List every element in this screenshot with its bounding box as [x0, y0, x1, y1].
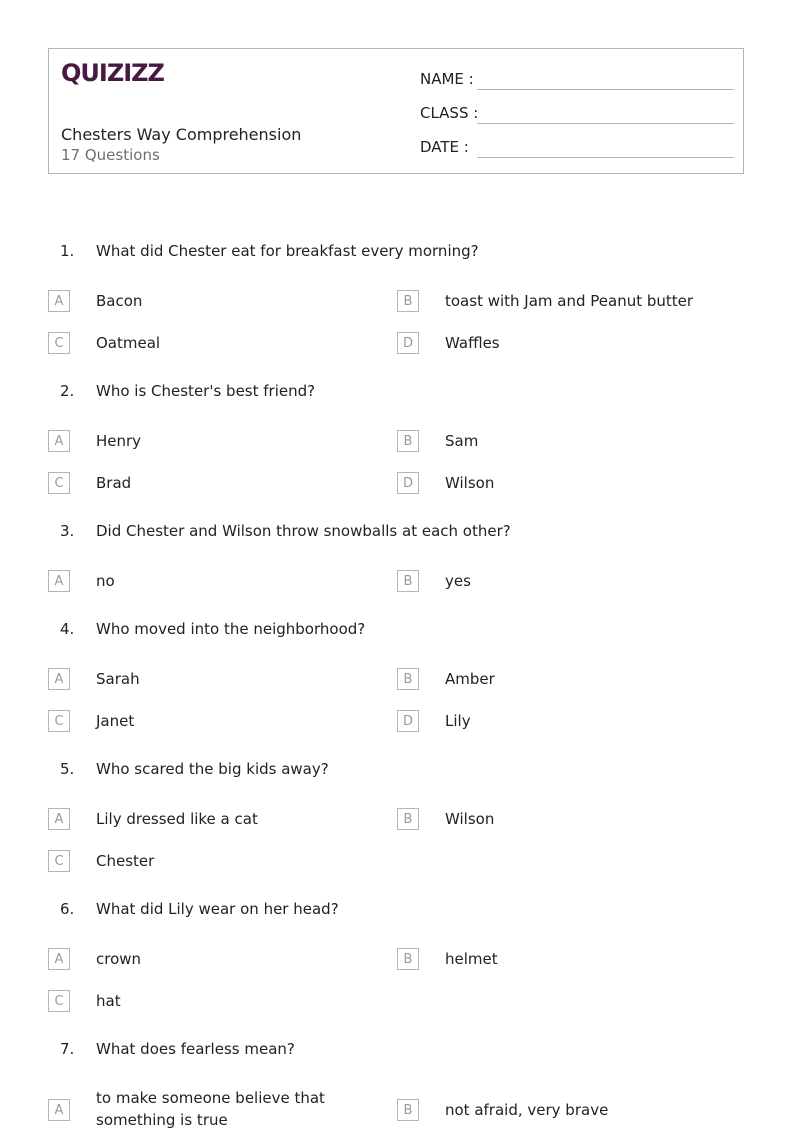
option-text: Sarah — [96, 670, 140, 688]
question-text: What did Chester eat for breakfast every morning? — [96, 242, 479, 260]
option-letter-box[interactable]: B — [397, 430, 419, 452]
question-count: 17 Questions — [61, 146, 160, 164]
option-text: Waffles — [445, 334, 500, 352]
option-text: Brad — [96, 474, 132, 492]
option-letter-box[interactable]: C — [48, 710, 70, 732]
option-text: Chester — [96, 852, 155, 870]
option-text: Henry — [96, 432, 142, 450]
option-letter-box[interactable]: A — [48, 668, 70, 690]
option-letter-box[interactable]: D — [397, 332, 419, 354]
option-text: helmet — [445, 950, 498, 968]
question-number: 7. — [60, 1040, 75, 1058]
question-number: 4. — [60, 620, 75, 638]
date-label: DATE : — [420, 138, 469, 156]
option-text: crown — [96, 950, 142, 968]
option-text: to make someone believe that something is true — [96, 1089, 325, 1129]
option-letter-box[interactable]: B — [397, 808, 419, 830]
worksheet-title: Chesters Way Comprehension — [61, 125, 302, 144]
name-line[interactable] — [477, 89, 734, 90]
option-text: Lily — [445, 712, 471, 730]
option-letter-box[interactable]: C — [48, 990, 70, 1012]
option-letter-box[interactable]: A — [48, 1099, 70, 1121]
class-label: CLASS : — [420, 104, 479, 122]
option-text: toast with Jam and Peanut butter — [445, 292, 694, 310]
class-field[interactable] — [420, 100, 734, 124]
name-field[interactable] — [420, 66, 734, 90]
question-number: 2. — [60, 382, 75, 400]
option-text: no — [96, 572, 115, 590]
question-number: 1. — [60, 242, 75, 260]
option-letter-box[interactable]: B — [397, 290, 419, 312]
question-text: Who scared the big kids away? — [96, 760, 329, 778]
option-letter-box[interactable]: C — [48, 850, 70, 872]
option-text: Sam — [445, 432, 479, 450]
option-text: Oatmeal — [96, 334, 161, 352]
date-line[interactable] — [477, 157, 734, 158]
option-text: Janet — [96, 712, 135, 730]
date-field[interactable] — [420, 134, 734, 158]
option-letter-box[interactable]: A — [48, 948, 70, 970]
option-letter-box[interactable]: A — [48, 570, 70, 592]
option-text: Amber — [445, 670, 495, 688]
question-number: 3. — [60, 522, 75, 540]
question-text: Who moved into the neighborhood? — [96, 620, 366, 638]
option-text: hat — [96, 992, 121, 1010]
option-letter-box[interactable]: B — [397, 668, 419, 690]
option-letter-box[interactable]: C — [48, 472, 70, 494]
question-text: What did Lily wear on her head? — [96, 900, 339, 918]
option-letter-box[interactable]: B — [397, 948, 419, 970]
option-letter-box[interactable]: B — [397, 1099, 419, 1121]
option-text: Wilson — [445, 810, 495, 828]
option-letter-box[interactable]: D — [397, 472, 419, 494]
question-text: What does fearless mean? — [96, 1040, 295, 1058]
option-text: Wilson — [445, 474, 495, 492]
option-letter-box[interactable]: A — [48, 808, 70, 830]
question-text: Did Chester and Wilson throw snowballs at each other? — [96, 522, 511, 540]
question-number: 6. — [60, 900, 75, 918]
option-letter-box[interactable]: D — [397, 710, 419, 732]
option-letter-box[interactable]: C — [48, 332, 70, 354]
option-letter-box[interactable]: A — [48, 290, 70, 312]
option-letter-box[interactable]: A — [48, 430, 70, 452]
option-text: Bacon — [96, 292, 143, 310]
class-line[interactable] — [477, 123, 734, 124]
quizizz-logo: QUIZIZZ — [61, 59, 164, 87]
option-text: yes — [445, 572, 471, 590]
name-label: NAME : — [420, 70, 474, 88]
question-number: 5. — [60, 760, 75, 778]
option-text: not afraid, very brave — [445, 1101, 609, 1119]
option-text: Lily dressed like a cat — [96, 810, 258, 828]
worksheet-header — [48, 48, 744, 174]
question-text: Who is Chester's best friend? — [96, 382, 316, 400]
option-letter-box[interactable]: B — [397, 570, 419, 592]
